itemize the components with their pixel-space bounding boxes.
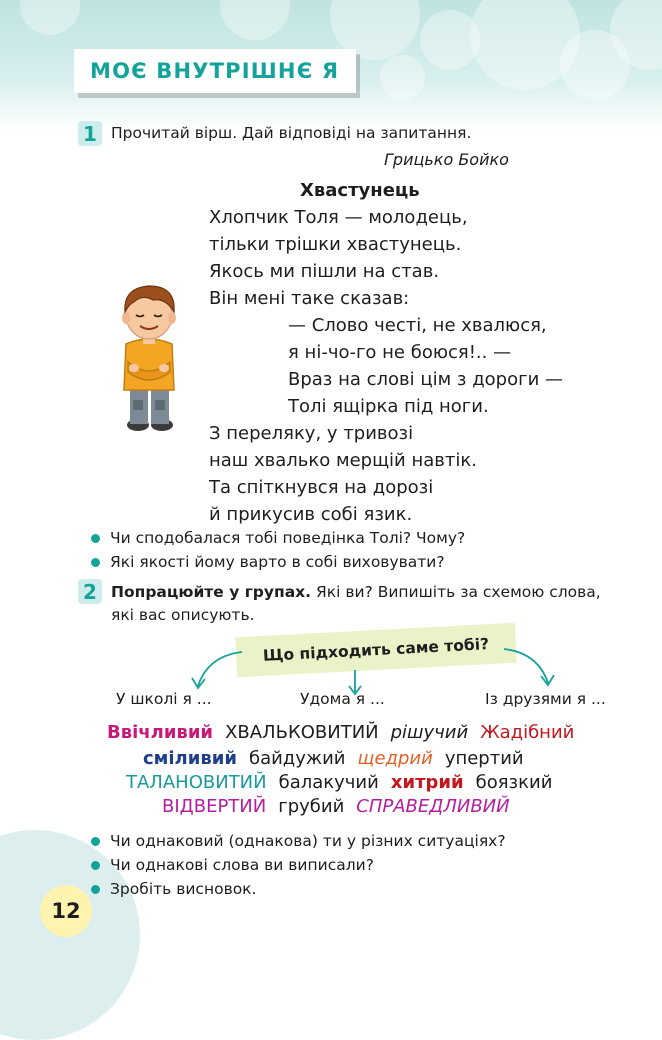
page-number: 12	[40, 885, 92, 937]
word-row-1	[107, 722, 574, 743]
word-row-4	[162, 796, 510, 817]
poem-line: Він мені таке сказав:	[209, 288, 410, 309]
poem-stanza-1	[209, 204, 468, 312]
category-school: У школі я ...	[116, 690, 212, 708]
list-item: Чи сподобалася тобі поведінка Толі? Чому?	[89, 526, 465, 550]
poem-line: Якось ми пішли на став.	[209, 261, 440, 282]
poem-stanza-3	[209, 420, 477, 528]
poem-line: Хлопчик Толя — молодець,	[209, 207, 468, 228]
list-item: Які якості йому варто в собі виховувати?	[89, 550, 465, 574]
bullet-dot-icon	[91, 534, 100, 543]
task-1-instruction: Прочитай вірш. Дай відповіді на запитання.	[111, 124, 472, 142]
bullet-dot-icon	[91, 837, 100, 846]
poem-line: й прикусив собі язик.	[209, 504, 413, 525]
poem-stanza-2	[288, 312, 563, 420]
poem-line: тільки трішки хвастунець.	[209, 234, 462, 255]
poem-line: — Слово честі, не хвалюся,	[288, 315, 547, 336]
task-2-instruction-line-2: які вас описують.	[111, 606, 255, 624]
bullet-dot-icon	[91, 558, 100, 567]
question-banner: Що підходить саме тобі?	[235, 623, 517, 678]
word: упертий	[444, 748, 524, 769]
list-item: Чи однакові слова ви виписали?	[89, 853, 506, 877]
poem-line: Толі ящірка під ноги.	[288, 396, 489, 417]
word: байдужий	[248, 748, 346, 769]
word: щедрий	[357, 748, 433, 769]
word: рішучий	[390, 722, 469, 743]
word: ВІДВЕРТИЙ	[162, 796, 267, 817]
bullet-dot-icon	[91, 861, 100, 870]
list-item: Чи однаковий (однакова) ти у різних ситуаціях?	[89, 829, 506, 853]
task-1-questions	[89, 526, 465, 574]
task-2-number: 2	[78, 579, 102, 604]
section-title-text: МОЄ ВНУТРІШНЄ Я	[90, 59, 340, 83]
word: сміливий	[143, 748, 237, 769]
list-item: Зробіть висновок.	[89, 877, 506, 901]
task-2-instruction-line-1: Попрацюйте у групах. Які ви? Випишіть за схемою слова,	[111, 583, 601, 601]
task-2-bold-part: Попрацюйте у групах.	[111, 583, 312, 601]
poem-line: Та спіткнувся на дорозі	[209, 477, 434, 498]
word: грубий	[278, 796, 345, 817]
word: Ввічливий	[107, 722, 214, 743]
word: балакучий	[278, 772, 379, 793]
poem-author: Грицько Бойко	[384, 150, 509, 169]
curved-arrow-icon-right	[498, 645, 558, 690]
word: ХВАЛЬКОВИТИЙ	[225, 722, 379, 743]
boy-illustration	[108, 282, 190, 434]
task-1-number: 1	[78, 121, 102, 146]
poem-title: Хвастунець	[300, 180, 420, 201]
category-friends: Із друзями я ...	[485, 690, 606, 708]
poem-line: Враз на слові цім з дороги —	[288, 369, 563, 390]
poem-line: я ні-чо-го не боюся!.. —	[288, 342, 512, 363]
word-row-3	[126, 772, 552, 793]
task-2-questions	[89, 829, 506, 901]
word-row-2	[143, 748, 524, 769]
word: Жадібний	[480, 722, 575, 743]
curved-arrow-icon-left	[190, 648, 250, 693]
word: боязкий	[475, 772, 553, 793]
bullet-dot-icon	[91, 885, 100, 894]
section-title	[74, 49, 356, 93]
word: ТАЛАНОВИТИЙ	[126, 772, 267, 793]
word: СПРАВЕДЛИВИЙ	[356, 796, 510, 817]
category-home: Удома я ...	[300, 690, 385, 708]
poem-line: З переляку, у тривозі	[209, 423, 414, 444]
word: хитрий	[390, 772, 464, 793]
poem-line: наш хвалько мерщій навтік.	[209, 450, 477, 471]
